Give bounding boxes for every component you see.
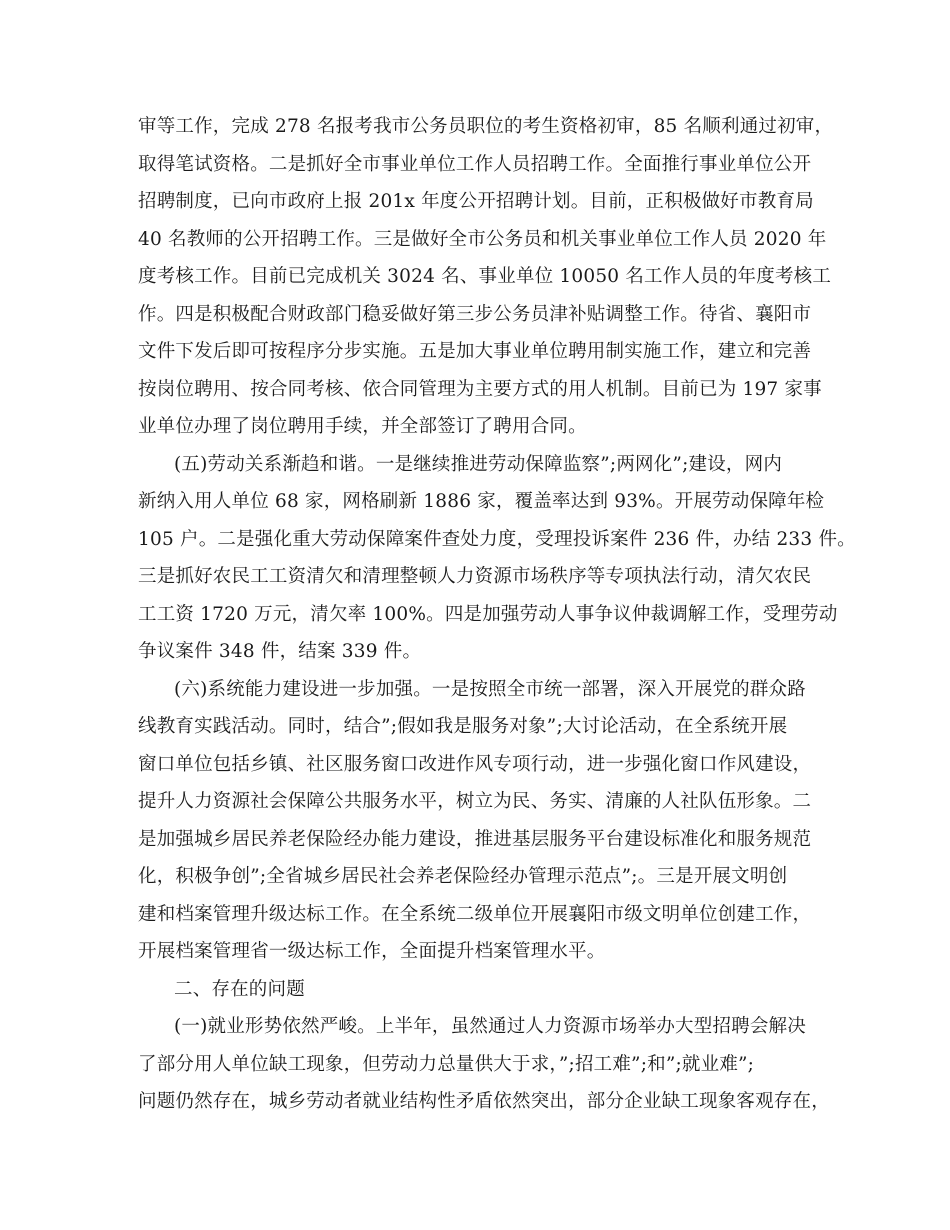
- text-line: 建和档案管理升级达标工作。在全系统二级单位开展襄阳市级文明单位创建工作，: [138, 904, 812, 925]
- text-line: 按岗位聘用、按合同考核、依合同管理为主要方式的用人机制。目前已为 197 家事: [138, 379, 822, 400]
- text-line: 业单位办理了岗位聘用手续，并全部签订了聘用合同。: [138, 416, 587, 437]
- text-line: 了部分用人单位缺工现象，但劳动力总量供大于求，”;招工难”;和”;就业难”;: [138, 1054, 755, 1075]
- text-line: 作。四是积极配合财政部门稳妥做好第三步公务员津补贴调整工作。待省、襄阳市: [138, 304, 812, 325]
- text-line: 工工资 1720 万元，清欠率 100%。四是加强劳动人事争议仲裁调解工作，受理劳动: [138, 604, 838, 625]
- text-line: 新纳入用人单位 68 家，网格刷新 1886 家，覆盖率达到 93%。开展劳动保障年检: [138, 491, 825, 512]
- text-line: 问题仍然存在，城乡劳动者就业结构性矛盾依然突出，部分企业缺工现象客观存在，: [138, 1091, 830, 1112]
- text-line: 化，积极争创”;全省城乡居民社会养老保险经办管理示范点”;。三是开展文明创: [138, 866, 788, 887]
- text-line: 开展档案管理省一级达标工作，全面提升档案管理水平。: [138, 941, 606, 962]
- text-line: 三是抓好农民工工资清欠和清理整顿人力资源市场秩序等专项执法行动，清欠农民: [138, 566, 812, 587]
- paragraph-heading-line: (一)就业形势依然严峻。上半年，虽然通过人力资源市场举办大型招聘会解决: [174, 1016, 806, 1037]
- text-line: 取得笔试资格。二是抓好全市事业单位工作人员招聘工作。全面推行事业单位公开: [138, 154, 812, 175]
- text-line: 文件下发后即可按程序分步实施。五是加大事业单位聘用制实施工作，建立和完善: [138, 341, 812, 362]
- text-line: 度考核工作。目前已完成机关 3024 名、事业单位 10050 名工作人员的年度考核工: [138, 266, 832, 287]
- text-line: 提升人力资源社会保障公共服务水平，树立为民、务实、清廉的人社队伍形象。二: [138, 791, 812, 812]
- paragraph-heading-line: (五)劳动关系渐趋和谐。一是继续推进劳动保障监察”;两网化”;建设，网内: [174, 454, 783, 475]
- section-heading: 二、存在的问题: [174, 979, 305, 1000]
- text-line: 105 户。二是强化重大劳动保障案件查处力度，受理投诉案件 236 件，办结 233 件。: [138, 529, 856, 550]
- text-line: 40 名教师的公开招聘工作。三是做好全市公务员和机关事业单位工作人员 2020 年: [138, 229, 827, 250]
- text-line: 争议案件 348 件，结案 339 件。: [138, 641, 422, 662]
- text-line: 审等工作，完成 278 名报考我市公务员职位的考生资格初审，85 名顺利通过初审，: [138, 116, 834, 137]
- text-line: 窗口单位包括乡镇、社区服务窗口改进作风专项行动，进一步强化窗口作风建设，: [138, 754, 812, 775]
- text-line: 线教育实践活动。同时，结合”;假如我是服务对象”;大讨论活动，在全系统开展: [138, 716, 788, 737]
- paragraph-heading-line: (六)系统能力建设进一步加强。一是按照全市统一部署，深入开展党的群众路: [174, 679, 806, 700]
- text-line: 是加强城乡居民养老保险经办能力建设，推进基层服务平台建设标准化和服务规范: [138, 829, 812, 850]
- text-line: 招聘制度，已向市政府上报 201x 年度公开招聘计划。目前，正积极做好市教育局: [138, 191, 814, 212]
